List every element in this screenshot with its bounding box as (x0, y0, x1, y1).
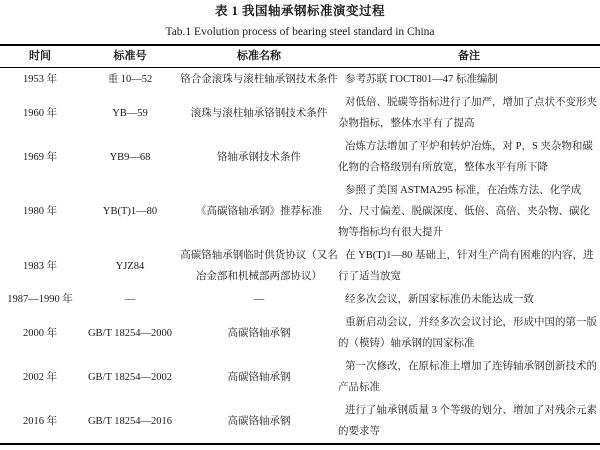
cell-time: 1987—1990 年 (7, 294, 73, 305)
cell-name: 滚珠与滚柱轴承铬钢技术条件 (190, 107, 328, 119)
table-row (0, 135, 600, 179)
cell-remark: 经多次会议，新国家标准仍未能达成一致 (345, 294, 534, 305)
table-row (0, 179, 600, 244)
cell-number: 重 10—52 (107, 74, 153, 85)
cell-time: 1960 年 (22, 107, 58, 119)
cell-name: 高碳铬轴承钢临时供货协议（又名冶金部和机械部两部协议） (180, 250, 338, 282)
cell-number: GB/T 18254—2000 (87, 327, 173, 339)
table-row (0, 91, 600, 135)
table-header-row (0, 45, 600, 68)
cell-remark: 在 YB(T)1—80 基础上，针对生产尚有困难的内容，进行了适当放宽 (338, 250, 594, 282)
cell-remark: 第一次修改，在原标准上增加了连铸轴承钢创新技术的产品标准 (338, 361, 597, 393)
cell-remark: 进行了轴承钢质量 3 个等级的划分、增加了对残余元素的要求等 (338, 405, 597, 437)
cell-name: 铬合金滚珠与滚柱轴承钢技术条件 (180, 74, 338, 85)
cell-name: 铬轴承钢技术条件 (217, 151, 301, 163)
cell-number: YB—59 (112, 107, 148, 119)
table-title-en: Tab.1 Evolution process of bearing steel standard in China (165, 26, 435, 38)
table-row (0, 311, 600, 355)
cell-remark: 冶炼方法增加了平炉和转炉冶炼，对 P，S 夹杂物和碳化物的合格级别有所放宽，整体水平有所下降 (338, 141, 593, 173)
cell-number: YB9—68 (109, 151, 151, 163)
cell-number: YJZ84 (115, 260, 145, 272)
table-row (0, 288, 600, 311)
header-remark: 备注 (338, 45, 600, 68)
cell-number: — (124, 294, 136, 305)
header-number: 标准号 (80, 45, 180, 68)
table-title-cn: 表 1 我国轴承钢标准演变过程 (214, 4, 385, 18)
table-row (0, 399, 600, 444)
cell-number: GB/T 18254—2002 (87, 371, 173, 383)
standard-evolution-table (0, 44, 600, 445)
cell-time: 2016 年 (22, 415, 58, 427)
cell-name: 高碳铬轴承钢 (227, 327, 291, 339)
header-name: 标准名称 (180, 45, 338, 68)
cell-time: 1969 年 (22, 151, 58, 163)
cell-name: — (253, 294, 265, 305)
cell-time: 2000 年 (22, 327, 58, 339)
cell-time: 1980 年 (22, 206, 58, 217)
cell-remark: 对低倍、脱碳等指标进行了加严，增加了点状不变形夹杂物指标，整体水平有了提高 (338, 97, 597, 129)
table-row (0, 355, 600, 399)
table-row (0, 68, 600, 92)
cell-number: GB/T 18254—2016 (87, 415, 173, 427)
cell-name: 高碳铬轴承钢 (227, 415, 291, 427)
cell-time: 1953 年 (22, 74, 58, 85)
cell-name: 高碳铬轴承钢 (227, 371, 291, 383)
table-row (0, 244, 600, 288)
cell-remark: 参考苏联 ГОСТ801—47 标准编制 (345, 74, 498, 85)
cell-time: 1983 年 (22, 260, 58, 272)
header-time: 时间 (0, 45, 80, 68)
cell-number: YB(T)1—80 (102, 206, 158, 217)
cell-remark: 参照了美国 ASTMA295 标准，在冶炼方法、化学成分、尺寸偏差、脱碳深度、低倍、高倍、夹杂物、碳化物等指标均有很大提升 (338, 185, 590, 238)
cell-remark: 重新启动会议，并经多次会议讨论，形成中国的第一版的（模铸）轴承钢的国家标准 (338, 317, 597, 349)
cell-time: 2002 年 (22, 371, 58, 383)
cell-name: 《高碳铬轴承钢》推荐标准 (196, 206, 322, 217)
